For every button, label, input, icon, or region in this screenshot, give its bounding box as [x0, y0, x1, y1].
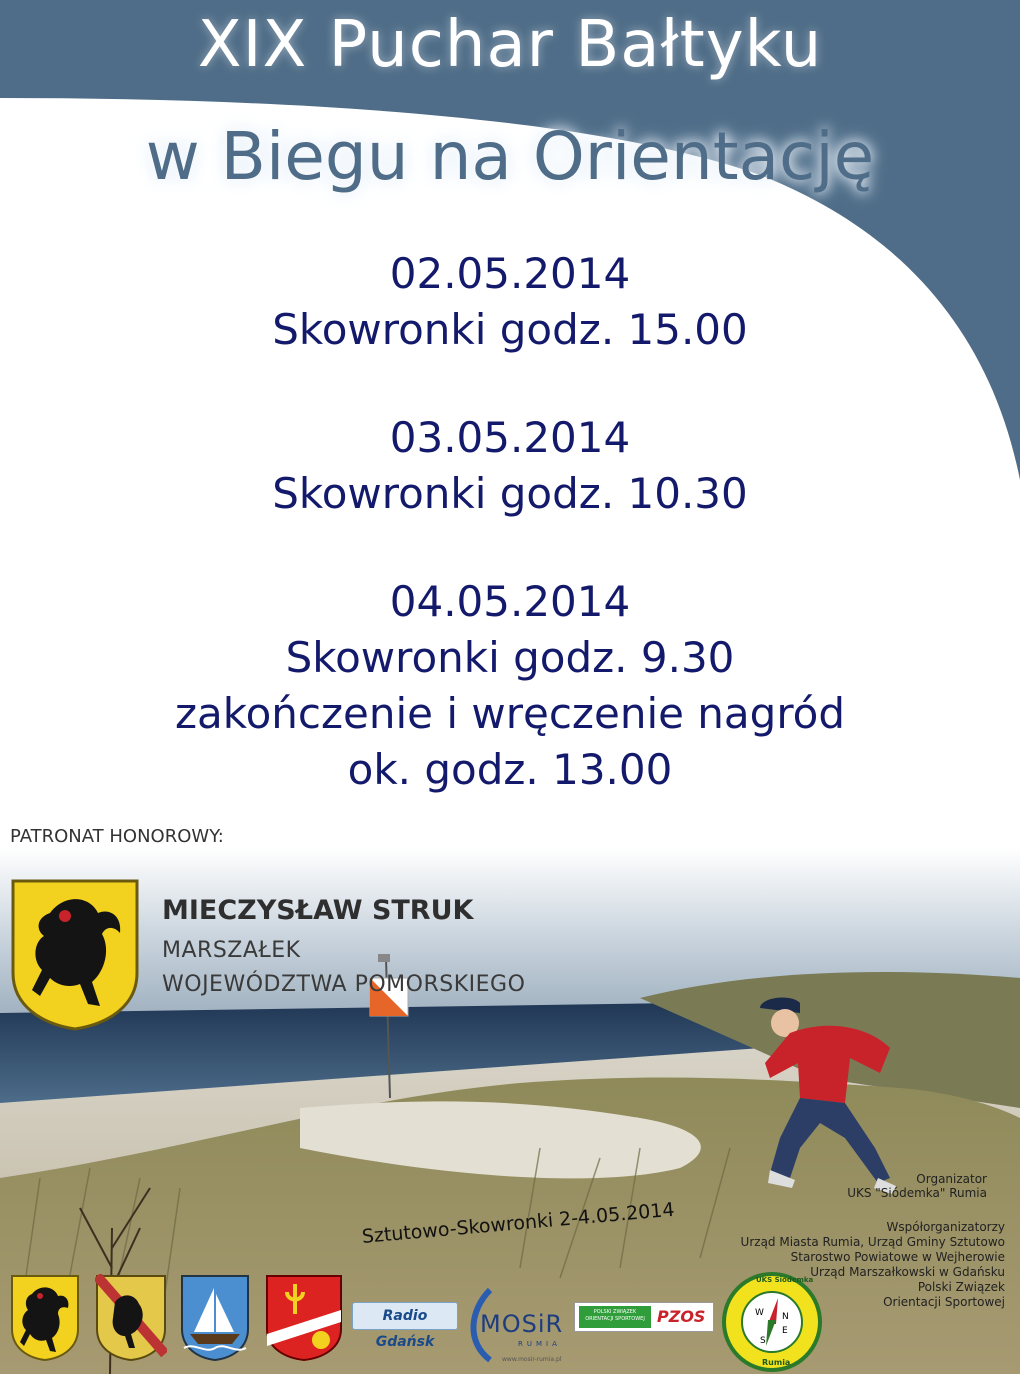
sponsor-logos [0, 1272, 1020, 1372]
schedule-date: 03.05.2014 [389, 413, 631, 462]
organizer-block [847, 1172, 987, 1200]
schedule-line: ok. godz. 13.00 [347, 745, 673, 794]
coorganizer-item: Starostwo Powiatowe w Wejherowie [790, 1250, 1005, 1264]
title-line-1: XIX Puchar Bałtyku [197, 8, 823, 82]
county-crest-icon [95, 1274, 167, 1362]
title-line-2: w Biegu na Orientację [145, 118, 875, 195]
uks-siodemka-logo [720, 1272, 824, 1372]
pzos-logo [574, 1302, 714, 1332]
coorganizer-item: Orientacji Sportowej [883, 1295, 1005, 1309]
schedule-date: 02.05.2014 [389, 249, 631, 298]
compass-e: E [782, 1326, 788, 1336]
patron-name: MIECZYSŁAW STRUK [162, 895, 474, 926]
pzos-small-text: POLSKI ZWIĄZEK ORIENTACJI SPORTOWEJ [579, 1306, 651, 1328]
pomorskie-crest-icon [10, 1274, 80, 1362]
mosir-text: MOSiR [480, 1310, 564, 1338]
coorganizer-item: Urząd Miasta Rumia, Urząd Gminy Sztutowo [740, 1235, 1005, 1249]
compass-w: W [755, 1308, 764, 1318]
schedule-line: Skowronki godz. 9.30 [285, 633, 735, 682]
organizer-label: Organizator [916, 1172, 987, 1186]
rumia-crest-icon [180, 1274, 250, 1362]
uks-top-text: UKS Siódemka [756, 1276, 814, 1284]
mosir-url: www.mosir-rumia.pl [502, 1356, 562, 1363]
schedule-day-3 [0, 574, 1020, 798]
venue-text: Sztutowo-Skowronki 2-4.05.2014 [361, 1198, 676, 1248]
coorganizer-item: Polski Związek [917, 1280, 1005, 1294]
uks-bottom-text: Rumia [762, 1358, 791, 1367]
schedule-line: Skowronki godz. 10.30 [272, 469, 748, 518]
schedule-line: Skowronki godz. 15.00 [272, 305, 748, 354]
mosir-logo [460, 1280, 570, 1368]
griffin-crest-icon [10, 878, 140, 1032]
schedule-line: zakończenie i wręczenie nagród [174, 689, 846, 738]
coorganizer-item: Urząd Marszałkowski w Gdańsku [810, 1265, 1005, 1279]
schedule-day-2 [0, 410, 1020, 522]
compass-s: S [760, 1336, 766, 1346]
coorganizers-label: Współorganizatorzy [886, 1220, 1005, 1234]
schedule-date: 04.05.2014 [389, 577, 631, 626]
schedule-day-1 [0, 246, 1020, 358]
patron-role-line-1: MARSZAŁEK [162, 938, 301, 963]
mosir-sub-text: RUMIA [518, 1340, 561, 1348]
sztutowo-crest-icon [265, 1274, 343, 1362]
compass-n: N [782, 1312, 789, 1322]
organizer-name: UKS "Siódemka" Rumia [847, 1186, 987, 1200]
schedule [0, 246, 1020, 850]
compass-icon [720, 1272, 824, 1372]
patron-role-line-2: WOJEWÓDZTWA POMORSKIEGO [162, 972, 526, 997]
patronage-label: PATRONAT HONOROWY: [10, 826, 224, 847]
pzos-text: PZOS [657, 1307, 706, 1326]
radio-gdansk-logo: Radio Gdańsk [352, 1302, 458, 1330]
